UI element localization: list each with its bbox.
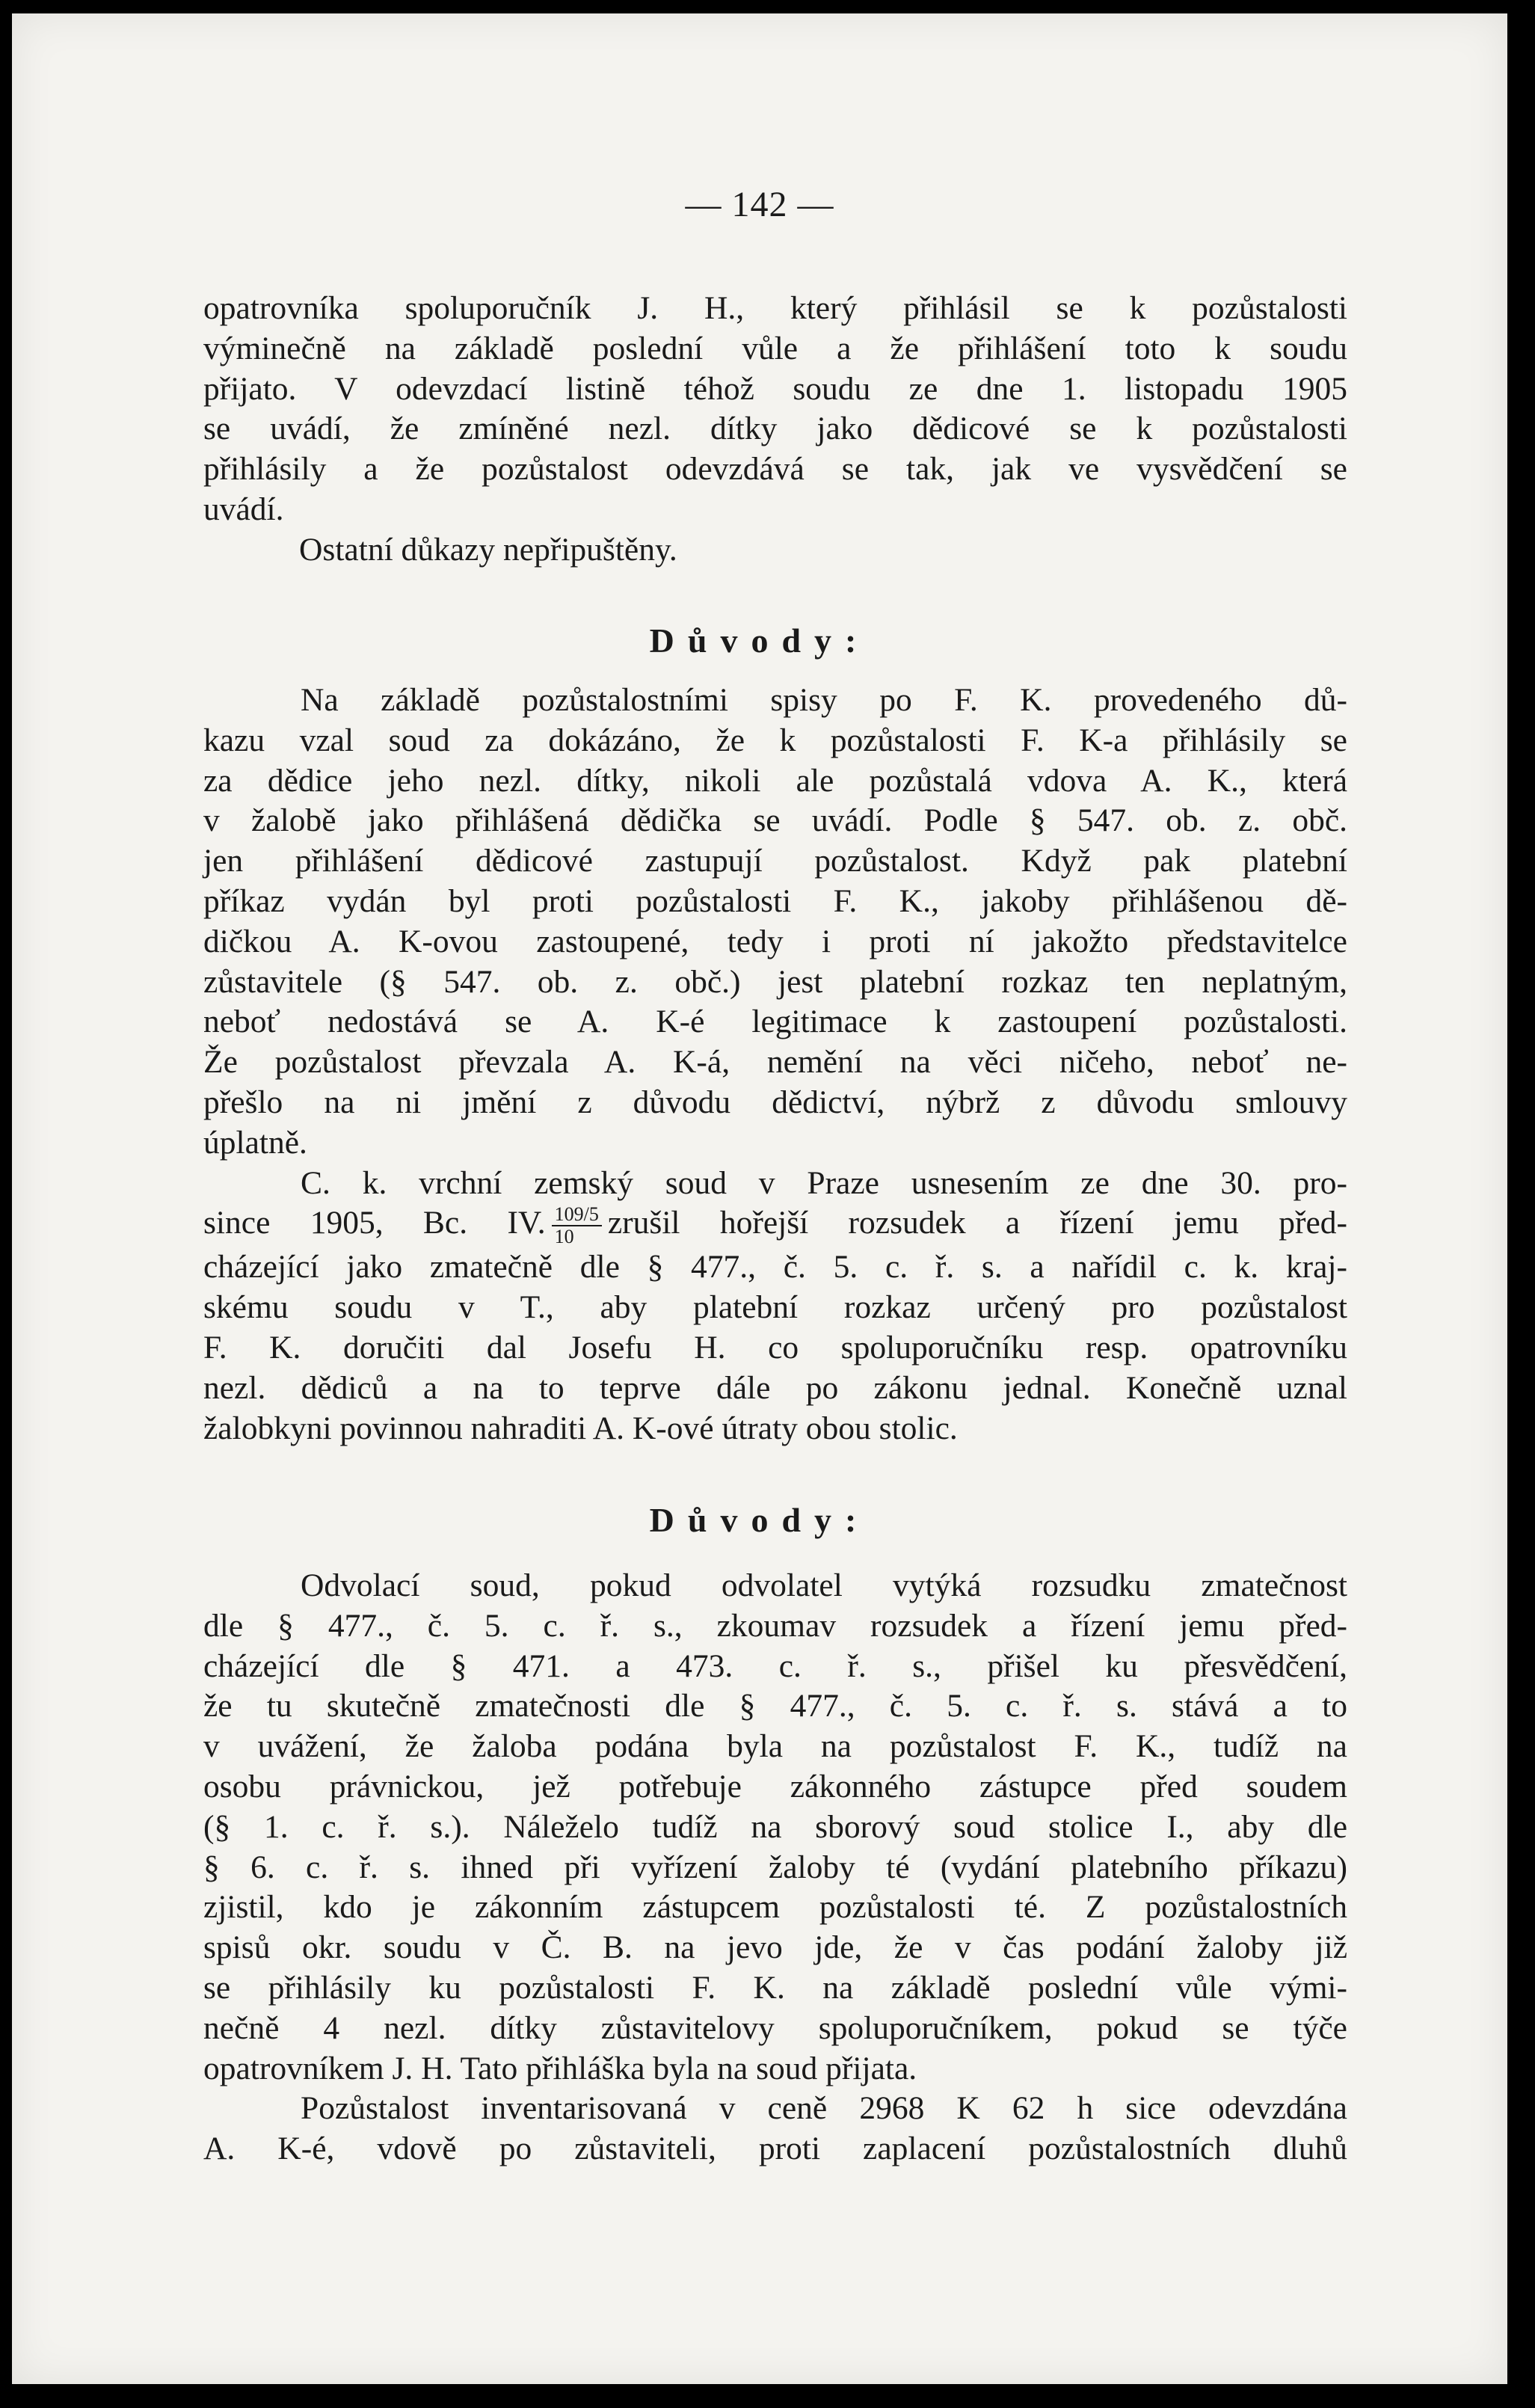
text-line: cházející jako zmatečně dle § 477., č. 5. c. ř. s. a nařídil c. k. kraj- [203, 1249, 1347, 1286]
text-line: žalobkyni povinnou nahraditi A. K-ové útraty obou stolic. [203, 1410, 958, 1446]
text-line: se uvádí, že zmíněné nezl. dítky jako dědicové se k pozůstalosti [203, 411, 1347, 447]
text-line: cházející dle § 471. a 473. c. ř. s., přišel ku přesvědčení, [203, 1647, 1347, 1684]
text-line: spisů okr. soudu v Č. B. na jevo jde, že v čas podání žaloby již [203, 1929, 1347, 1966]
intro-paragraph [203, 289, 1347, 571]
text-line: zůstavitele (§ 547. ob. z. obč.) jest platební rozkaz ten neplatným, [203, 963, 1347, 1000]
court-decision-line: C. k. vrchní zemský soud v Praze usnesením ze dne 30. pro- [301, 1164, 1347, 1201]
court-decision-line [203, 1203, 1347, 1247]
case-number-fraction [552, 1204, 602, 1247]
text-line: v uvážení, že žaloba podána byla na pozůstalost F. K., tudíž na [203, 1728, 1347, 1765]
fraction-denominator: 10 [554, 1226, 574, 1248]
text-line: nečně 4 nezl. dítky zůstavitelovy spoluporučníkem, pokud se týče [203, 2009, 1347, 2046]
text-line: příkaz vydán byl proti pozůstalosti F. K., jakoby přihlášenou dě- [203, 882, 1347, 919]
text-line: úplatně. [203, 1124, 307, 1161]
section1-reasons [203, 681, 1347, 1449]
text-line: jen přihlášení dědicové zastupují pozůstalost. Když pak platební [203, 843, 1347, 879]
text-line: neboť nedostává se A. K-é legitimace k zastoupení pozůstalosti. [203, 1004, 1347, 1040]
text-line: Pozůstalost inventarisovaná v ceně 2968 K 62 h sice odevzdána [301, 2090, 1347, 2127]
text-line: opatrovníka spoluporučník J. H., který přihlásil se k pozůstalosti [203, 290, 1347, 326]
text-line: že tu skutečně zmatečnosti dle § 477., č. 5. c. ř. s. stává a to [203, 1688, 1347, 1724]
text-line: zjistil, kdo je zákonním zástupcem pozůstalosti té. Z pozůstalostních [203, 1889, 1347, 1926]
text-line: Na základě pozůstalostními spisy po F. K. provedeného dů- [301, 682, 1347, 718]
text-line: osobu právnickou, jež potřebuje zákonného zástupce před soudem [203, 1768, 1347, 1805]
document-page [12, 13, 1507, 2384]
court-decision-text: zrušil hořejší rozsudek a řízení jemu před- [607, 1205, 1348, 1241]
text-line: výminečně na základě poslední vůle a že přihlášení toto k soudu [203, 330, 1347, 366]
text-line: skému soudu v T., aby platební rozkaz určený pro pozůstalost [203, 1289, 1347, 1326]
page-number: — 142 — [685, 185, 834, 224]
evidence-line: Ostatní důkazy nepřipuštěny. [299, 531, 677, 568]
section-heading: Důvody: [649, 1501, 870, 1539]
text-line: dičkou A. K-ovou zastoupené, tedy i proti ní jakožto představitelce [203, 923, 1347, 959]
section-heading: Důvody: [649, 621, 870, 660]
text-line: dle § 477., č. 5. c. ř. s., zkoumav rozsudek a řízení jemu před- [203, 1607, 1347, 1644]
text-line: § 6. c. ř. s. ihned při vyřízení žaloby té (vydání platebního příkazu) [203, 1849, 1347, 1885]
text-line: nezl. dědiců a na to teprve dále po zákonu jednal. Konečně uznal [203, 1369, 1347, 1406]
text-line: přihlásily a že pozůstalost odevzdává se tak, jak ve vysvědčení se [203, 451, 1347, 488]
fraction-numerator: 109/5 [552, 1204, 602, 1226]
court-case-label: since 1905, Bc. IV. [203, 1205, 546, 1241]
text-line: (§ 1. c. ř. s.). Náleželo tudíž na sborový soud stolice I., aby dle [203, 1808, 1347, 1845]
text-line: uvádí. [203, 491, 284, 527]
text-line: za dědice jeho nezl. dítky, nikoli ale pozůstalá vdova A. K., která [203, 762, 1347, 799]
section2-reasons [203, 1566, 1347, 2169]
text-line: Že pozůstalost převzala A. K-á, nemění na věci ničeho, neboť ne- [203, 1044, 1347, 1081]
text-line: opatrovníkem J. H. Tato přihláška byla na soud přijata. [203, 2050, 917, 2086]
text-line: se přihlásily ku pozůstalosti F. K. na základě poslední vůle vými- [203, 1969, 1347, 2006]
text-line: F. K. doručiti dal Josefu H. co spoluporučníku resp. opatrovníku [203, 1329, 1347, 1366]
text-line: A. K-é, vdově po zůstaviteli, proti zaplacení pozůstalostních dluhů [203, 2131, 1347, 2167]
text-line: kazu vzal soud za dokázáno, že k pozůstalosti F. K-a přihlásily se [203, 722, 1347, 758]
text-line: v žalobě jako přihlášená dědička se uvádí. Podle § 547. ob. z. obč. [203, 802, 1347, 839]
text-line: přijato. V odevzdací listině téhož soudu ze dne 1. listopadu 1905 [203, 370, 1347, 407]
text-line: Odvolací soud, pokud odvolatel vytýká rozsudku zmatečnost [301, 1567, 1347, 1603]
text-line: přešlo na ni jmění z důvodu dědictví, nýbrž z důvodu smlouvy [203, 1084, 1347, 1120]
